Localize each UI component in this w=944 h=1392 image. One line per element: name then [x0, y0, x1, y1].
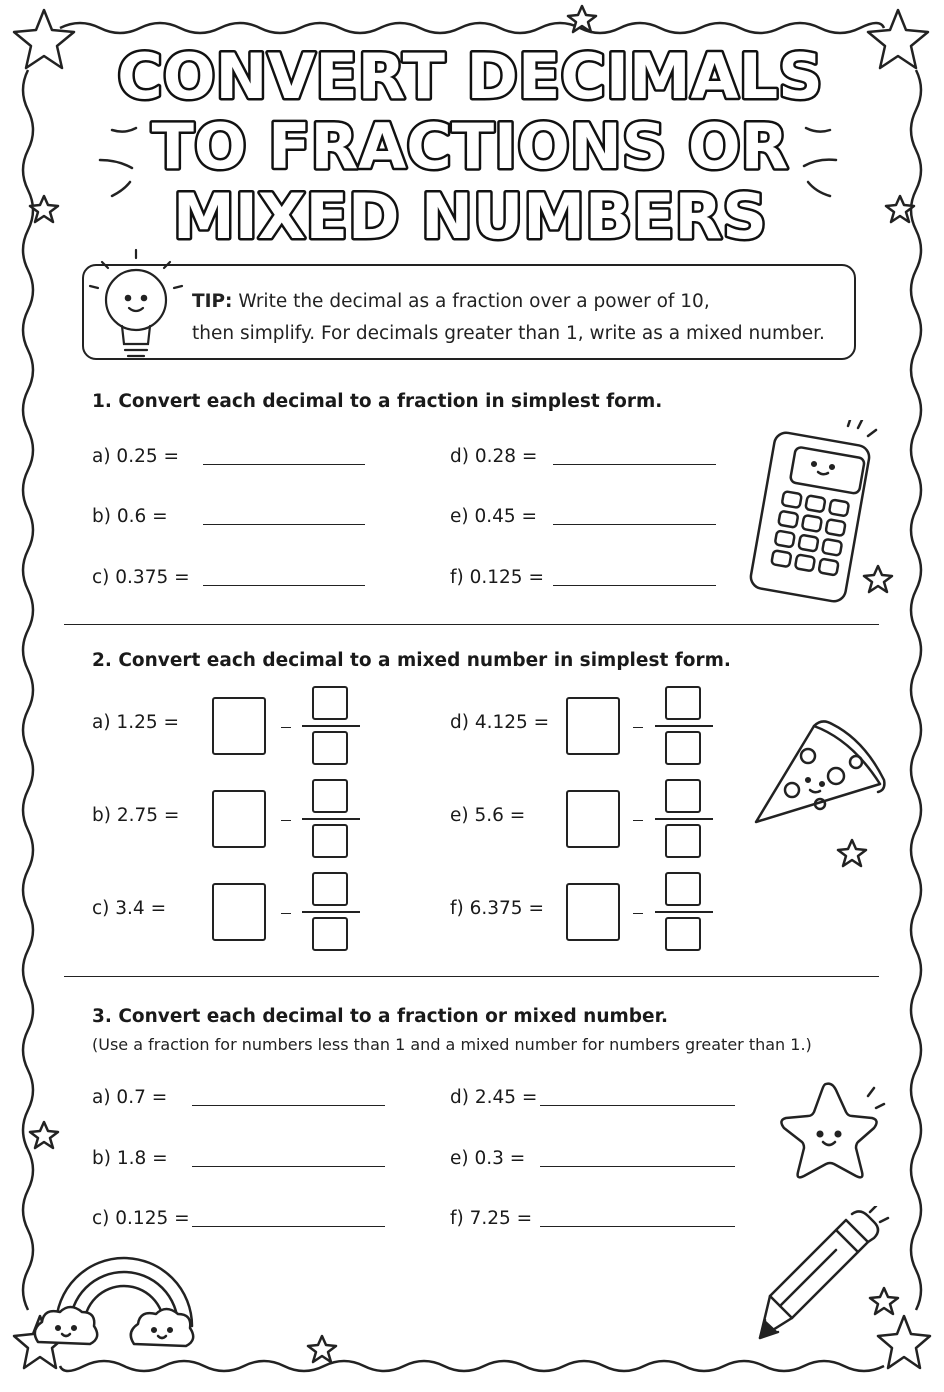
- s2-dash-d: [633, 727, 643, 728]
- s2-denominator-box-c[interactable]: [312, 917, 348, 951]
- section-3-note: (Use a fraction for numbers less than 1 and a mixed number for numbers greater than 1.): [92, 1035, 812, 1054]
- s2-numerator-box-b[interactable]: [312, 779, 348, 813]
- s2-dash-c: [281, 913, 291, 914]
- s3-answer-e[interactable]: [540, 1166, 735, 1167]
- smiling-star-icon: [772, 1078, 892, 1190]
- pencil-icon: [756, 1206, 896, 1346]
- title-line-1: CONVERT DECIMALS: [117, 40, 823, 113]
- title-line-2: TO FRACTIONS OR: [151, 110, 789, 183]
- s2-dash-e: [633, 820, 643, 821]
- s1-answer-d[interactable]: [553, 464, 716, 465]
- tip-label: TIP:: [192, 291, 233, 312]
- s2-whole-box-f[interactable]: [566, 883, 620, 941]
- s3-answer-c[interactable]: [192, 1226, 385, 1227]
- section-1-title: 1. Convert each decimal to a fraction in simplest form.: [92, 391, 663, 412]
- s1-answer-c[interactable]: [203, 585, 365, 586]
- s1-answer-a[interactable]: [203, 464, 365, 465]
- s2-whole-box-d[interactable]: [566, 697, 620, 755]
- s2-denominator-box-d[interactable]: [665, 731, 701, 765]
- s3-answer-d[interactable]: [540, 1105, 735, 1106]
- tip-box: [82, 264, 856, 360]
- s2-whole-box-b[interactable]: [212, 790, 266, 848]
- s2-numerator-box-e[interactable]: [665, 779, 701, 813]
- s1-item-c: c) 0.375 =: [92, 567, 190, 588]
- section-3-title: 3. Convert each decimal to a fraction or mixed number.: [92, 1006, 669, 1027]
- s2-item-e: e) 5.6 =: [450, 805, 526, 826]
- tip-line-2: then simplify. For decimals greater than 1, write as a mixed number.: [192, 323, 825, 344]
- s2-numerator-box-f[interactable]: [665, 872, 701, 906]
- section-divider-2: [64, 976, 879, 977]
- title-line-3: MIXED NUMBERS: [173, 180, 767, 250]
- s1-item-b: b) 0.6 =: [92, 506, 168, 527]
- s3-item-c: c) 0.125 =: [92, 1208, 190, 1229]
- s1-answer-f[interactable]: [553, 585, 716, 586]
- calculator-icon: [748, 420, 878, 606]
- s2-whole-box-e[interactable]: [566, 790, 620, 848]
- rainbow-icon: [30, 1246, 220, 1356]
- s2-item-c: c) 3.4 =: [92, 898, 167, 919]
- s1-item-f: f) 0.125 =: [450, 567, 544, 588]
- section-divider-1: [64, 624, 879, 625]
- s2-dash-f: [633, 913, 643, 914]
- s3-answer-f[interactable]: [540, 1226, 735, 1227]
- s2-numerator-box-c[interactable]: [312, 872, 348, 906]
- s2-fraction-bar-d: [655, 725, 713, 727]
- s3-item-d: d) 2.45 =: [450, 1087, 538, 1108]
- section-2-title: 2. Convert each decimal to a mixed number in simplest form.: [92, 650, 731, 671]
- tip-text: [192, 286, 842, 350]
- s3-item-a: a) 0.7 =: [92, 1087, 168, 1108]
- s2-fraction-bar-c: [302, 911, 360, 913]
- pizza-slice-icon: [752, 718, 888, 846]
- s2-item-a: a) 1.25 =: [92, 712, 180, 733]
- s3-answer-a[interactable]: [192, 1105, 385, 1106]
- s2-fraction-bar-f: [655, 911, 713, 913]
- s2-fraction-bar-e: [655, 818, 713, 820]
- s1-answer-b[interactable]: [203, 524, 365, 525]
- s2-item-b: b) 2.75 =: [92, 805, 180, 826]
- s2-numerator-box-d[interactable]: [665, 686, 701, 720]
- s2-whole-box-c[interactable]: [212, 883, 266, 941]
- s2-denominator-box-a[interactable]: [312, 731, 348, 765]
- s3-item-b: b) 1.8 =: [92, 1148, 168, 1169]
- tip-line-1: Write the decimal as a fraction over a power of 10,: [238, 291, 710, 312]
- s1-item-d: d) 0.28 =: [450, 446, 538, 467]
- s1-item-e: e) 0.45 =: [450, 506, 538, 527]
- s2-item-f: f) 6.375 =: [450, 898, 544, 919]
- s2-fraction-bar-b: [302, 818, 360, 820]
- s3-answer-b[interactable]: [192, 1166, 385, 1167]
- s2-denominator-box-b[interactable]: [312, 824, 348, 858]
- s2-item-d: d) 4.125 =: [450, 712, 550, 733]
- s2-numerator-box-a[interactable]: [312, 686, 348, 720]
- lightbulb-icon: [84, 246, 184, 366]
- s2-whole-box-a[interactable]: [212, 697, 266, 755]
- s2-denominator-box-e[interactable]: [665, 824, 701, 858]
- s2-fraction-bar-a: [302, 725, 360, 727]
- s2-dash-a: [281, 727, 291, 728]
- s2-dash-b: [281, 820, 291, 821]
- s3-item-e: e) 0.3 =: [450, 1148, 526, 1169]
- worksheet-title: [0, 30, 944, 250]
- s1-answer-e[interactable]: [553, 524, 716, 525]
- s1-item-a: a) 0.25 =: [92, 446, 180, 467]
- s2-denominator-box-f[interactable]: [665, 917, 701, 951]
- s3-item-f: f) 7.25 =: [450, 1208, 533, 1229]
